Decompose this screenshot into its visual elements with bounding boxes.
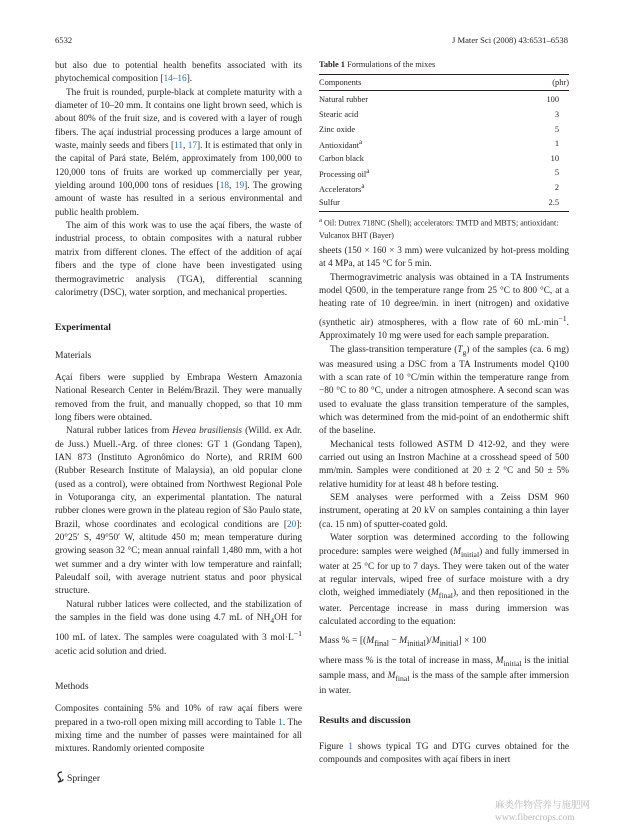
table-caption: Table 1 Formulations of the mixes xyxy=(319,60,436,69)
table-row xyxy=(319,136,569,151)
component-cell: Carbon black xyxy=(319,153,364,163)
paragraph: SEM analyses were performed with a Zeiss DSM 960 instrument, operating at 20 kV on samples containing a thin layer (ca. 15 nm) of sputter-coated gold. xyxy=(319,493,569,530)
column-header: Components xyxy=(319,77,362,87)
section-heading-experimental: Experimental xyxy=(55,322,111,334)
publisher-footer: Springer xyxy=(55,771,100,786)
figure-link[interactable]: 1 xyxy=(348,741,353,752)
table-header-row xyxy=(319,75,569,90)
table-row xyxy=(319,166,569,181)
component-cell: Natural rubber xyxy=(319,95,369,105)
formulation-rows xyxy=(319,93,569,210)
formulation-table xyxy=(319,75,569,90)
subsection-heading-materials: Materials xyxy=(55,349,92,361)
right-column xyxy=(319,245,569,767)
paragraph: Composites containing 5% and 10% of raw açaí fibers were prepared in a two-roll open mixing mill according to Table 1. The mixing time and the number of passes were maintained for all mixtures. Randomly oriented composite xyxy=(55,704,302,755)
component-cell: Antioxidant$^a$ xyxy=(319,137,363,150)
subsection-heading-methods: Methods xyxy=(55,681,89,693)
citation-link[interactable]: 18 xyxy=(219,181,229,192)
table-link[interactable]: 1 xyxy=(278,717,283,728)
paragraph: Mechanical tests followed ASTM D 412-92, and they were carried out using an Instron Machine at a crosshead speed of 500 mm/min. Samples were conditioned at 20 ± 2 °C and 50 ± 5% relative humidity for at least 48 h before testing. xyxy=(319,439,569,490)
phr-cell: 10 xyxy=(550,153,559,163)
table-row xyxy=(319,195,569,210)
table-row xyxy=(319,180,569,195)
phr-cell: 5 xyxy=(554,124,559,134)
springer-logo-icon xyxy=(55,771,65,786)
page-number: 6532 xyxy=(55,35,73,45)
paragraph: The aim of this work was to use the açaí fibers, the waste of industrial process, to obtain composites with a natural rubber matrix from different clones. The effect of the addition of açaí fibers and the type of clone have been investigated using thermogravimetric analysis (TGA), differential scanning calorimetry (DSC), water sorption, and mechanical properties. xyxy=(55,221,302,298)
watermark: 麻类作物营养与施肥网 www.fibercrops.com xyxy=(495,801,591,823)
phr-cell: 2 xyxy=(554,182,559,192)
component-cell: Zinc oxide xyxy=(319,124,356,134)
paragraph: where mass % is the total of increase in mass, $M_{initial}$ is the initial sample mass, and $M_{final}$ is the mass of the sample after immersion in water. xyxy=(319,655,570,696)
citation-link[interactable]: 20 xyxy=(287,519,297,530)
paragraph: The glass-transition temperature $(T_g)$ of the samples (ca. 6 mg) was measured using a DSC from a TA Instruments model Q100 with a scan rate of 10 °C/min within the temperature range from −80 °C to 80 °C, under a nitrogen atmosphere. A second scan was used to evaluate the glass transition temperature of the samples, which was determined from the mid-point of an endothermic shift of the baseline. xyxy=(319,344,569,437)
phr-cell: 100 xyxy=(546,95,559,105)
citation-link[interactable]: 17 xyxy=(187,141,198,152)
table-row xyxy=(319,122,569,137)
running-header-journal: J Mater Sci (2008) 43:6531–6538 xyxy=(451,35,568,45)
mass-equation: Mass % = $[(M_{final} - M_{initial})/M_{initial}] \times 100$ xyxy=(319,635,487,649)
column-header: (phr) xyxy=(552,77,569,87)
phr-cell: 3 xyxy=(554,109,559,119)
table-rule xyxy=(319,211,569,212)
citation-link[interactable]: 11 xyxy=(174,141,184,152)
table-row xyxy=(319,93,569,108)
paragraph: Water sorption was determined according to the following procedure: samples were weighed $(M_{initial})$ and fully immersed in water at 25 °C for up to 7 days. They were taken out of the water at regular intervals, wiped free of surface moisture with a dry cloth, weighed immediately $(M_{final})$, and then repositioned in the water. Percentage increase in mass during immersion was calculated according to the equation: xyxy=(319,533,569,627)
paragraph: sheets (150 × 160 × 3 mm) were vulcanized by hot-press molding at 4 MPa, at 145 °C for 5 min. xyxy=(319,246,569,270)
phr-cell: 5 xyxy=(554,168,559,178)
table-1 xyxy=(319,60,569,241)
component-cell: Stearic acid xyxy=(319,109,359,119)
table-row xyxy=(319,151,569,166)
paragraph: Açaí fibers were supplied by Embrapa Western Amazonia National Research Center in Belém/Brazil. They were manually removed from the fruit, and manually chopped, so that 10 mm long fibers were obtained. xyxy=(55,372,302,423)
table-rule xyxy=(319,90,569,91)
left-column xyxy=(55,60,302,757)
phr-cell: 2.5 xyxy=(548,197,559,207)
paragraph: Figure 1 shows typical TG and DTG curves obtained for the compounds and composites with açaí fibers in inert xyxy=(319,741,569,765)
component-cell: Accelerators$^a$ xyxy=(319,181,365,194)
paragraph: Natural rubber latices from Hevea brasiliensis (Willd. ex Adr. de Juss.) Muell.-Arg. of three clones: GT 1 (Gondang Tapen), IAN 873 (Instituto Agronômico do Norte), and RRIM 600 (Rubber Research Institute of Malaysia), an old popular clone (used as a control), were obtained from Northwest Regional Pole in Votuporanga city, an experimental plantation. The natural rubber clones were grown in the plateau region of São Paulo state, Brazil, whose coordinates and ecological conditions are [20]: 20°25′ S, 49°50′ W, altitude 450 m; mean temperature during growing season 32 °C; mean annual rainfall 1,480 mm, with a hot wet summer and a dry winter with low temperature and rainfall; Paleudalf soil, with average nutrient status and poor physical structure. xyxy=(55,426,302,597)
citation-link[interactable]: 14–16 xyxy=(163,74,187,85)
component-cell: Sulfur xyxy=(319,197,340,207)
phr-cell: 1 xyxy=(554,139,559,149)
section-heading-results: Results and discussion xyxy=(319,715,411,727)
citation-link[interactable]: 19 xyxy=(234,181,245,192)
table-footnote: $^a$ Oil: Dutrex 718NC (Shell); accelerators: TMTD and MBTS; antioxidant: Vulcanox BHT (Bayer) xyxy=(319,217,559,240)
table-row xyxy=(319,107,569,122)
paragraph: but also due to potential health benefits associated with its phytochemical composition [14–16]. xyxy=(55,61,302,85)
component-cell: Processing oil$^a$ xyxy=(319,166,370,179)
paragraph: Thermogravimetric analysis was obtained in a TA Instruments model Q500, in the temperature range from 25 °C to 800 °C, at a heating rate of 10 degree/min. in inert (nitrogen) and oxidative (synthetic air) atmospheres, with a flow rate of 60 $mL\cdot\min^{-1}$. Approximately 10 mg were used for each sample preparation. xyxy=(319,272,569,342)
paragraph: Natural rubber latices were collected, and the stabilization of the samples in the field was done using 4.7 mL of $NH_4OH$ for 100 mL of latex. The samples were coagulated with 3 $mol\cdot L^{-1}$ acetic acid solution and dried. xyxy=(55,599,303,657)
paragraph: The fruit is rounded, purple-black at complete maturity with a diameter of 10–20 mm. It contains one light brown seed, which is about 80% of the fruit size, and is covered with a layer of rough fibers. The açaí industrial processing produces a large amount of waste, mainly seeds and fibers [11, 17]. It is estimated that only in the capital of Pará state, Belém, approximately from 100,000 to 120,000 tons of fruits are worked up commercially per year, yielding around 100,000 tons of residues [18, 19]. The growing amount of waste has resulted in a serious environmental and public health problem. xyxy=(55,87,302,218)
